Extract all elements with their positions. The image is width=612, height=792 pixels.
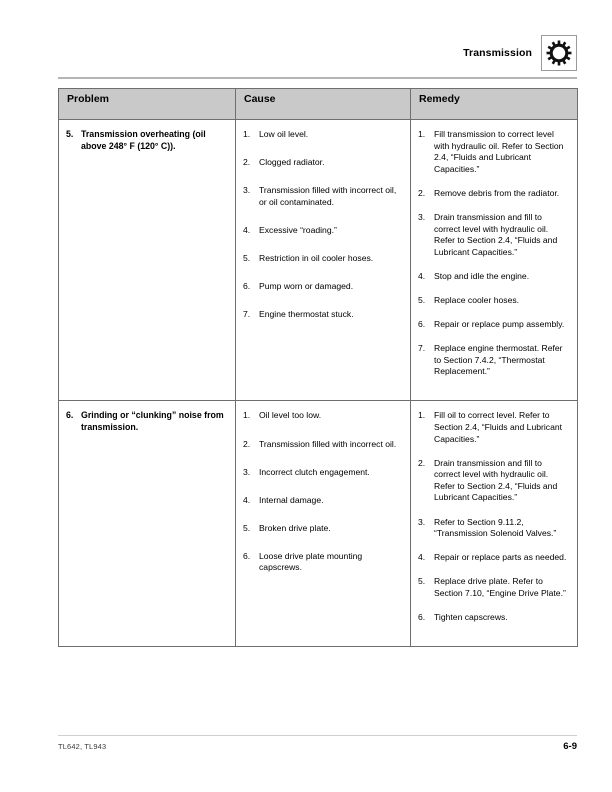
gear-icon <box>541 35 577 71</box>
remedy-list <box>418 410 570 623</box>
list-item-text: Replace engine thermostat. Refer to Section 7.4.2, “Thermostat Replacement.” <box>434 343 563 377</box>
list-item <box>243 225 403 237</box>
list-item-text: Fill oil to correct level. Refer to Section 2.4, “Fluids and Lubricant Capacities.” <box>434 410 563 444</box>
list-item <box>418 343 570 378</box>
list-item-text: Low oil level. <box>259 129 309 139</box>
list-item-number: 4. <box>418 270 426 281</box>
list-item-number: 7. <box>418 343 426 354</box>
list-item-number: 4. <box>243 224 251 235</box>
cause-content <box>236 120 410 347</box>
list-item <box>418 576 570 599</box>
list-item-text: Fill transmission to correct level with hydraulic oil. Refer to Section 2.4, “Fluids and Lubricant Capacities.” <box>434 129 564 174</box>
cell-remedy <box>411 401 578 647</box>
list-item-number: 1. <box>418 410 426 421</box>
list-item <box>243 439 403 451</box>
list-item <box>418 319 570 331</box>
list-item-text: Restriction in oil cooler hoses. <box>259 252 374 263</box>
problem-content <box>59 120 235 163</box>
list-item-text: Transmission filled with incorrect oil. <box>259 438 397 449</box>
list-item <box>418 517 570 540</box>
list-item <box>66 410 228 434</box>
list-item-text: Tighten capscrews. <box>434 612 508 623</box>
page-footer <box>58 741 577 752</box>
table-row <box>59 401 578 647</box>
list-item <box>418 410 570 445</box>
list-item-text: Loose drive plate mounting capscrews. <box>259 550 363 573</box>
list-item-number: 2. <box>418 457 426 468</box>
list-item-number: 2. <box>418 187 426 198</box>
cause-list <box>243 129 403 321</box>
footer-divider <box>58 735 577 736</box>
list-item-number: 4. <box>243 494 251 505</box>
list-item <box>418 295 570 307</box>
list-item-number: 5. <box>418 294 426 305</box>
list-item <box>418 129 570 175</box>
list-item-number: 5. <box>243 252 251 263</box>
list-item-number: 1. <box>243 129 251 139</box>
list-item <box>243 185 403 208</box>
list-item-number: 3. <box>418 516 426 527</box>
list-item-number: 5. <box>243 522 251 533</box>
list-item-text: Pump worn or damaged. <box>259 281 354 292</box>
remedy-content <box>411 401 577 646</box>
list-item <box>243 129 403 141</box>
list-item <box>418 612 570 624</box>
list-item-number: 6. <box>66 410 74 421</box>
list-item-number: 3. <box>243 185 251 196</box>
cause-list <box>243 410 403 574</box>
list-item <box>66 129 228 153</box>
list-item <box>243 410 403 422</box>
list-item <box>418 212 570 258</box>
list-item <box>243 551 403 574</box>
list-item-text: Drain transmission and fill to correct level with hydraulic oil. Refer to Section 2.4, “Fluids and Lubricant Capacities.” <box>434 211 558 257</box>
list-item-text: Refer to Section 9.11.2, “Transmission Solenoid Valves.” <box>434 516 557 539</box>
list-item <box>243 309 403 321</box>
list-item <box>418 271 570 283</box>
list-item-text: Transmission filled with incorrect oil, or oil contaminated. <box>259 185 397 207</box>
list-item-text: Incorrect clutch engagement. <box>259 466 370 477</box>
column-header-remedy: Remedy <box>411 89 578 120</box>
list-item-number: 2. <box>243 438 251 449</box>
page-header <box>58 32 577 74</box>
cell-problem <box>59 401 236 647</box>
list-item-number: 4. <box>418 552 426 563</box>
list-item <box>243 281 403 293</box>
troubleshooting-table <box>58 88 578 647</box>
header-divider <box>58 77 577 79</box>
table-row <box>59 120 578 401</box>
list-item-text: Clogged radiator. <box>259 157 325 168</box>
list-item <box>418 552 570 564</box>
list-item-text: Stop and idle the engine. <box>434 270 530 281</box>
list-item <box>243 157 403 169</box>
cell-problem <box>59 120 236 401</box>
list-item-number: 1. <box>418 129 426 139</box>
list-item-text: Transmission overheating (oil above 248° F (120° C)). <box>81 129 206 151</box>
problem-content <box>59 401 235 444</box>
list-item-number: 3. <box>243 466 251 477</box>
list-item-text: Broken drive plate. <box>259 522 331 533</box>
column-header-problem: Problem <box>59 89 236 120</box>
list-item-text: Oil level too low. <box>259 410 322 421</box>
column-header-cause: Cause <box>236 89 411 120</box>
list-item-text: Internal damage. <box>259 494 324 505</box>
list-item-number: 6. <box>243 550 251 561</box>
list-item-text: Repair or replace pump assembly. <box>434 319 565 330</box>
list-item-text: Engine thermostat stuck. <box>259 309 354 320</box>
remedy-content <box>411 120 577 400</box>
remedy-list <box>418 129 570 378</box>
list-item <box>418 188 570 200</box>
list-item-text: Remove debris from the radiator. <box>434 187 560 198</box>
list-item-number: 6. <box>243 281 251 292</box>
list-item <box>243 523 403 535</box>
cell-cause <box>236 120 411 401</box>
list-item-number: 3. <box>418 211 426 222</box>
list-item-text: Repair or replace parts as needed. <box>434 552 567 563</box>
list-item <box>243 253 403 265</box>
list-item-number: 1. <box>243 410 251 421</box>
cell-cause <box>236 401 411 647</box>
list-item-text: Replace drive plate. Refer to Section 7.10, “Engine Drive Plate.” <box>434 576 566 598</box>
list-item-number: 7. <box>243 309 251 320</box>
cell-remedy <box>411 120 578 401</box>
problem-list <box>66 410 228 434</box>
list-item-number: 6. <box>418 319 426 330</box>
list-item-text: Replace cooler hoses. <box>434 294 520 305</box>
list-item <box>243 495 403 507</box>
list-item <box>243 467 403 479</box>
list-item-number: 2. <box>243 157 251 168</box>
list-item-number: 5. <box>66 129 74 139</box>
page-number: 6-9 <box>563 741 577 752</box>
list-item-text: Drain transmission and fill to correct level with hydraulic oil. Refer to Section 2.4, “Fluids and Lubricant Capacities.” <box>434 457 558 503</box>
table-body <box>59 120 578 647</box>
cause-content <box>236 401 410 600</box>
header-inner <box>58 32 577 74</box>
list-item-number: 6. <box>418 612 426 623</box>
list-item-text: Excessive “roading.” <box>259 224 337 235</box>
list-item-number: 5. <box>418 576 426 587</box>
table-header-row <box>59 89 578 120</box>
footer-model-text: TL642, TL943 <box>58 742 107 751</box>
list-item <box>418 458 570 504</box>
list-item-text: Grinding or “clunking” noise from transmission. <box>81 410 224 433</box>
problem-list <box>66 129 228 153</box>
page-title: Transmission <box>463 47 532 59</box>
